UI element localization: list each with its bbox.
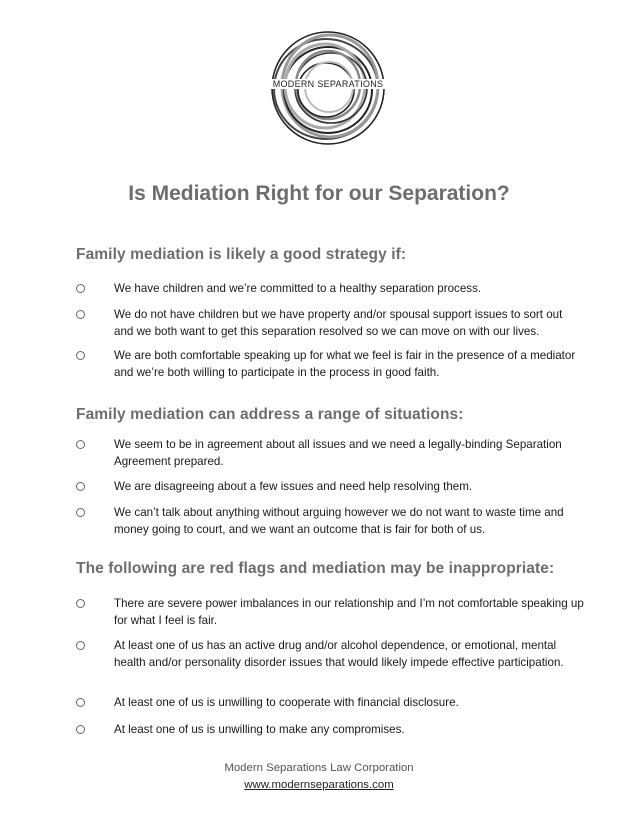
- footer-company-name: Modern Separations Law Corporation: [224, 762, 414, 774]
- circle-bullet-icon: [76, 440, 85, 449]
- website-link[interactable]: www.modernseparations.com: [244, 779, 394, 791]
- section-heading-red-flags: The following are red flags and mediation may be inappropriate:: [76, 560, 555, 577]
- logo: [268, 28, 388, 148]
- circle-bullet-icon: [76, 482, 85, 491]
- circle-bullet-icon: [76, 599, 85, 608]
- list-item-text: There are severe power imbalances in our relationship and I’m not comfortable speaking up for what I feel is fair.: [114, 597, 584, 627]
- list-item-text: At least one of us has an active drug and/or alcohol dependence, or emotional, mental health and/or personality disorder issues that would likely impede effective participation.: [114, 639, 564, 669]
- list-item-text: At least one of us is unwilling to cooperate with financial disclosure.: [114, 696, 459, 709]
- circle-bullet-icon: [76, 698, 85, 707]
- logo-text-modern: MODERN: [272, 79, 315, 89]
- section-heading-good-strategy: Family mediation is likely a good strategy if:: [76, 246, 407, 263]
- page-title: Is Mediation Right for our Separation?: [128, 182, 510, 205]
- logo-text-separations: SEPARATIONS: [317, 79, 384, 89]
- section-heading-range-of-situations: Family mediation can address a range of situations:: [76, 406, 464, 423]
- list-item-text: We do not have children but we have property and/or spousal support issues to sort out and we both want to get this separation resolved so we can move on with our lives.: [114, 308, 563, 338]
- circle-bullet-icon: [76, 351, 85, 360]
- list-item-text: We seem to be in agreement about all issues and we need a legally-binding Separation Agreement prepared.: [114, 438, 562, 468]
- footer-website: [0, 779, 638, 791]
- list-item-text: At least one of us is unwilling to make any compromises.: [114, 723, 405, 736]
- list-item-text: We are disagreeing about a few issues and need help resolving them.: [114, 480, 473, 493]
- list-item-text: We have children and we’re committed to a healthy separation process.: [114, 282, 482, 295]
- circle-bullet-icon: [76, 725, 85, 734]
- circle-bullet-icon: [76, 284, 85, 293]
- list-item-text: We are both comfortable speaking up for what we feel is fair in the presence of a mediator and we’re both willing to participate in the process in good faith.: [114, 349, 576, 379]
- list-item-text: We can’t talk about anything without arguing however we do not want to waste time and money going to court, and we want an outcome that is fair for both of us.: [114, 506, 564, 536]
- circle-bullet-icon: [76, 641, 85, 650]
- circle-bullet-icon: [76, 310, 85, 319]
- logo-wordmark: [268, 79, 388, 89]
- circle-bullet-icon: [76, 508, 85, 517]
